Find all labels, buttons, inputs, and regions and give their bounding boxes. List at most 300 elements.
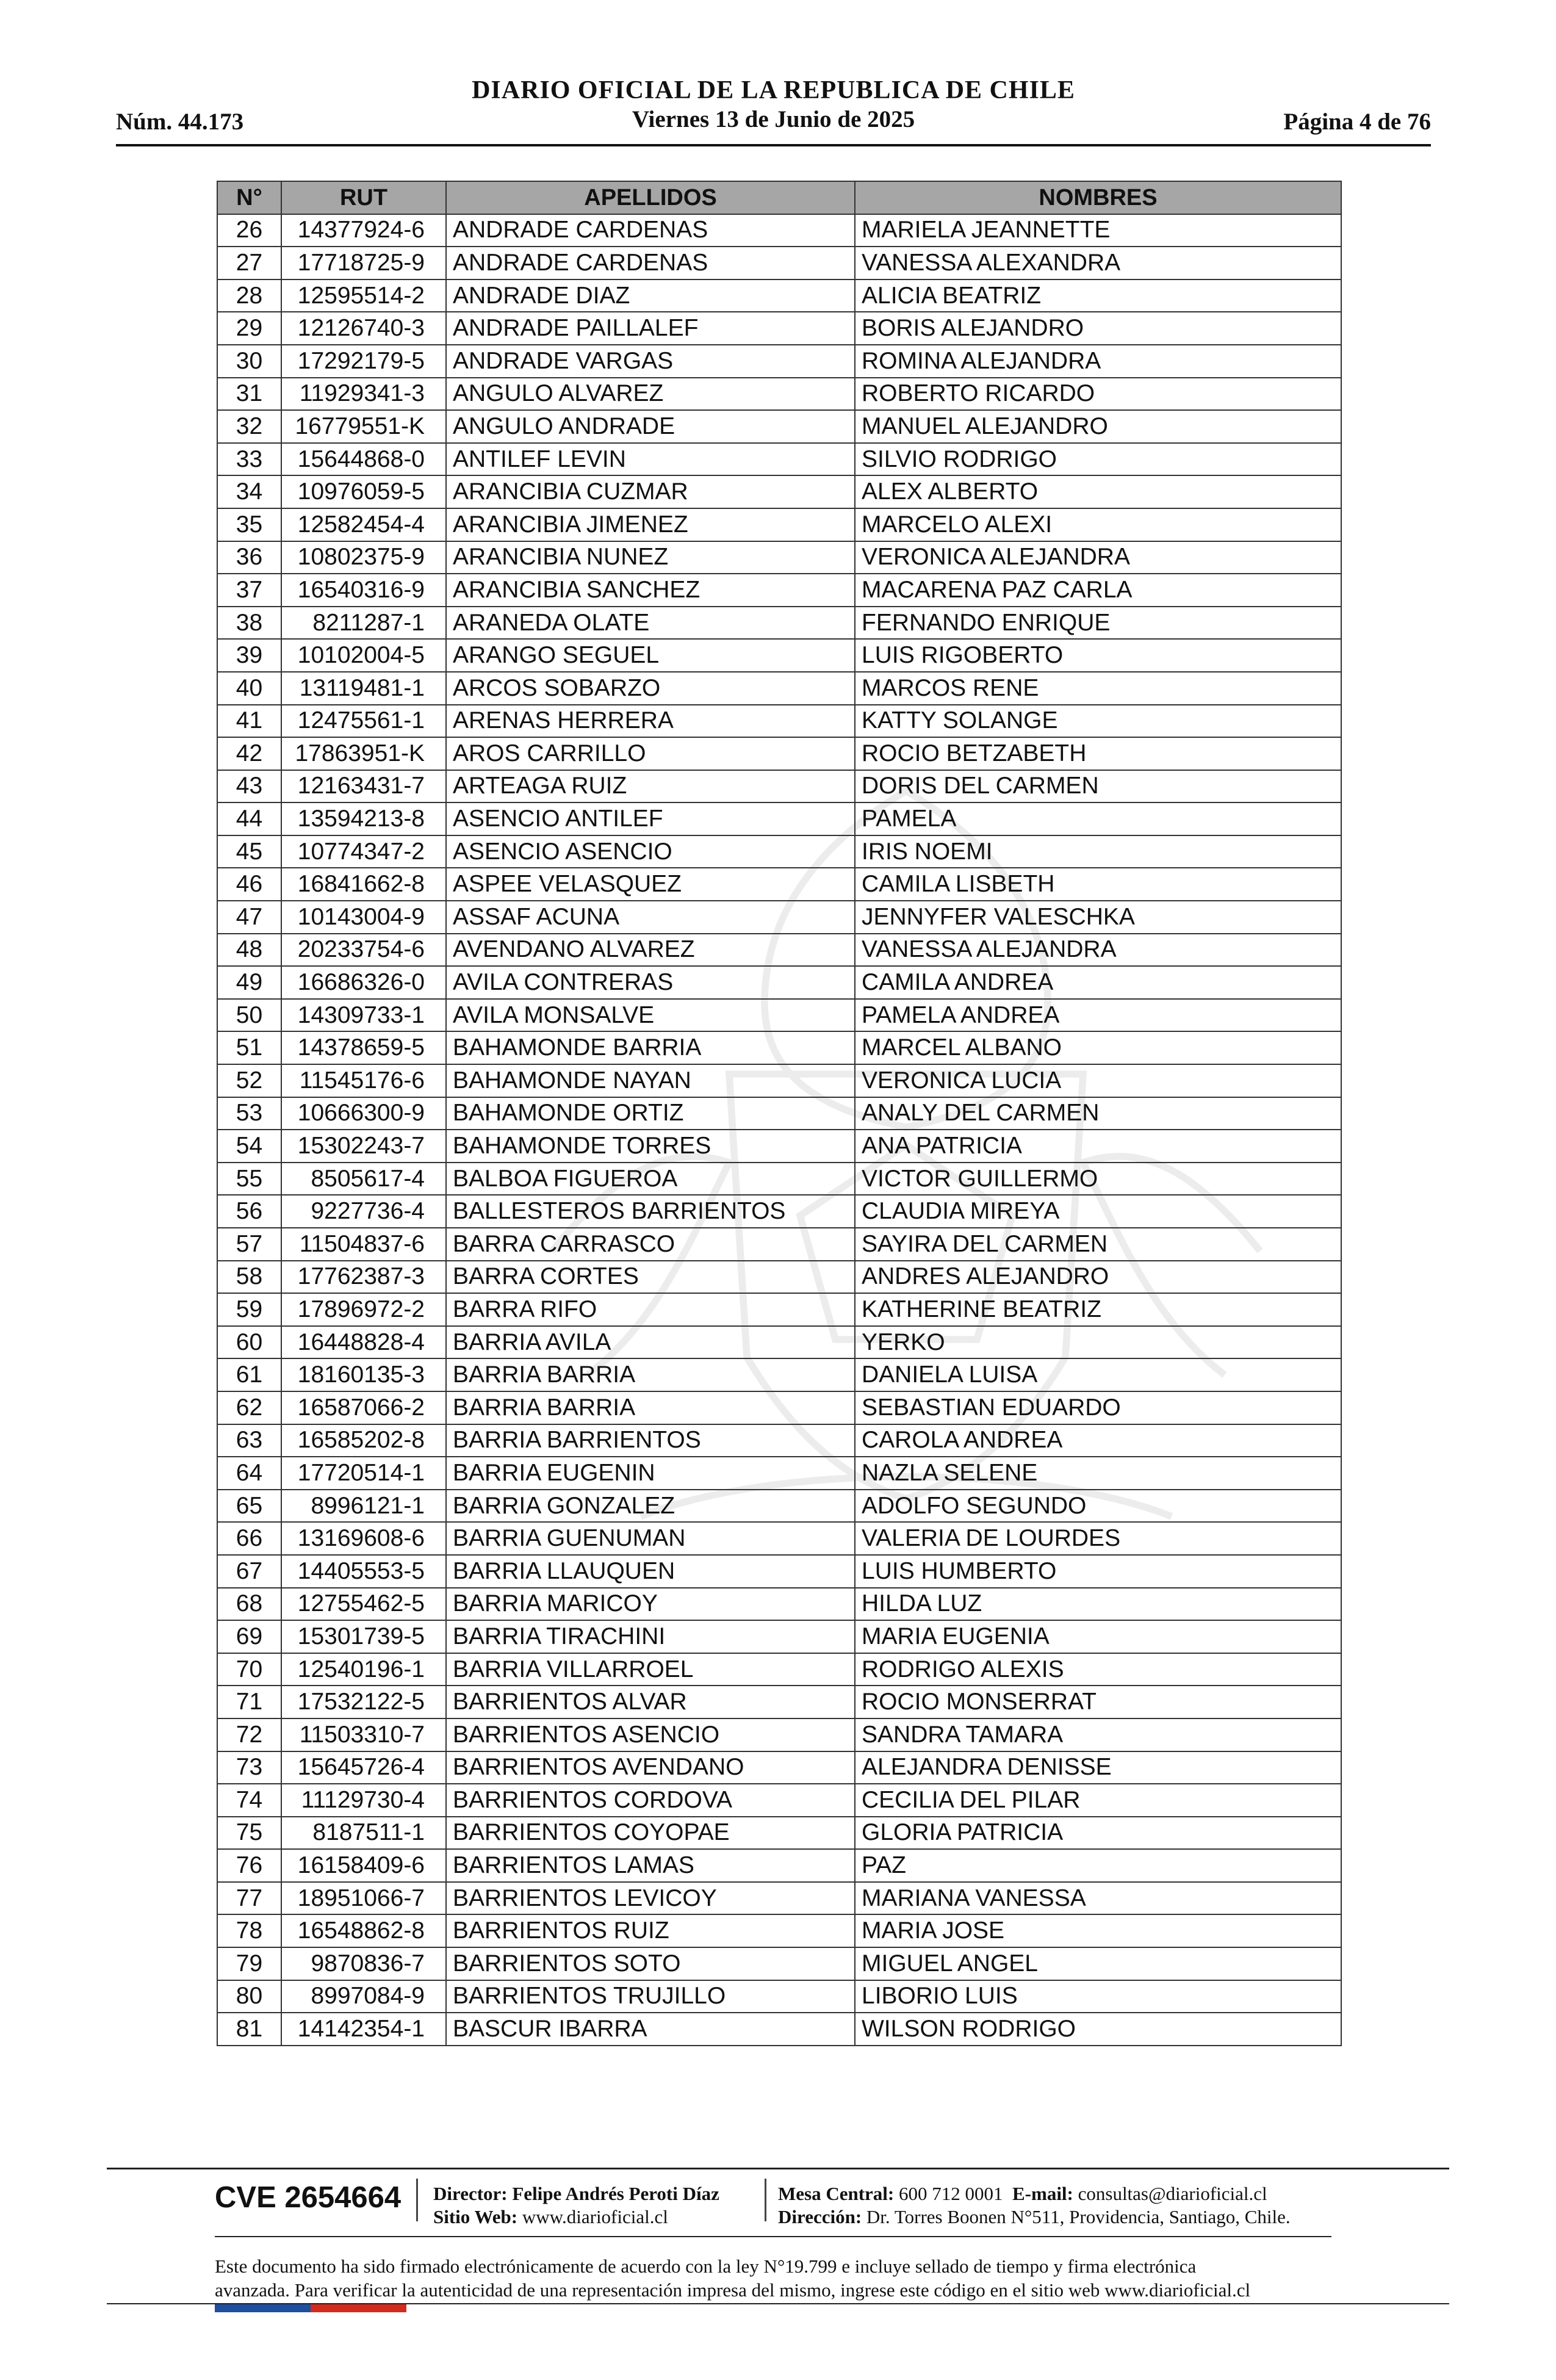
row-number: 67	[217, 1555, 281, 1588]
apellidos-cell: BARRIENTOS TRUJILLO	[446, 1980, 855, 2013]
nombres-cell: VALERIA DE LOURDES	[855, 1522, 1341, 1555]
rut-cell: 15645726-4	[281, 1751, 446, 1784]
row-number: 47	[217, 901, 281, 934]
table-row	[217, 1457, 1341, 1490]
rut-cell: 13119481-1	[281, 672, 446, 705]
apellidos-cell: BAHAMONDE NAYAN	[446, 1064, 855, 1097]
rut-cell: 9870836-7	[281, 1947, 446, 1980]
apellidos-cell: BARRA CORTES	[446, 1261, 855, 1294]
table-row	[217, 1163, 1341, 1195]
row-number: 81	[217, 2013, 281, 2046]
nombres-cell: ALEJANDRA DENISSE	[855, 1751, 1341, 1784]
nombres-cell: VANESSA ALEJANDRA	[855, 934, 1341, 967]
table-row	[217, 1228, 1341, 1261]
row-number: 56	[217, 1195, 281, 1228]
column-header-apellidos: APELLIDOS	[446, 181, 855, 214]
rut-cell: 16686326-0	[281, 966, 446, 999]
table-row	[217, 1490, 1341, 1523]
row-number: 46	[217, 868, 281, 901]
rut-cell: 16585202-8	[281, 1424, 446, 1457]
rut-cell: 10774347-2	[281, 835, 446, 868]
row-number: 48	[217, 934, 281, 967]
row-number: 49	[217, 966, 281, 999]
row-number: 32	[217, 410, 281, 443]
apellidos-cell: BALLESTEROS BARRIENTOS	[446, 1195, 855, 1228]
nombres-cell: MARCEL ALBANO	[855, 1031, 1341, 1064]
apellidos-cell: BARRIA MARICOY	[446, 1588, 855, 1621]
nombres-cell: PAMELA	[855, 802, 1341, 835]
nombres-cell: MARIELA JEANNETTE	[855, 214, 1341, 247]
apellidos-cell: ASSAF ACUNA	[446, 901, 855, 934]
nombres-cell: SAYIRA DEL CARMEN	[855, 1228, 1341, 1261]
table-row	[217, 835, 1341, 868]
nombres-cell: GLORIA PATRICIA	[855, 1817, 1341, 1850]
apellidos-cell: BAHAMONDE BARRIA	[446, 1031, 855, 1064]
row-number: 37	[217, 574, 281, 607]
nombres-cell: SANDRA TAMARA	[855, 1718, 1341, 1751]
rut-cell: 8997084-9	[281, 1980, 446, 2013]
rut-cell: 8505617-4	[281, 1163, 446, 1195]
rut-cell: 8187511-1	[281, 1817, 446, 1850]
apellidos-cell: ANGULO ALVAREZ	[446, 378, 855, 411]
apellidos-cell: BARRIA BARRIENTOS	[446, 1424, 855, 1457]
row-number: 72	[217, 1718, 281, 1751]
rut-cell: 20233754-6	[281, 934, 446, 967]
nombres-cell: MARIA JOSE	[855, 1914, 1341, 1947]
table-row	[217, 508, 1341, 541]
nombres-cell: ANALY DEL CARMEN	[855, 1097, 1341, 1130]
column-header-nombres: NOMBRES	[855, 181, 1341, 214]
nombres-cell: MIGUEL ANGEL	[855, 1947, 1341, 1980]
table-row	[217, 639, 1341, 672]
table-row	[217, 1031, 1341, 1064]
rut-cell: 12163431-7	[281, 770, 446, 803]
table-row	[217, 1358, 1341, 1391]
row-number: 68	[217, 1588, 281, 1621]
nombres-cell: ALICIA BEATRIZ	[855, 279, 1341, 312]
table-row	[217, 1097, 1341, 1130]
row-number: 73	[217, 1751, 281, 1784]
email-label: E-mail:	[1012, 2183, 1073, 2204]
table-row	[217, 1882, 1341, 1915]
nombres-cell: KATHERINE BEATRIZ	[855, 1293, 1341, 1326]
nombres-cell: CECILIA DEL PILAR	[855, 1784, 1341, 1817]
apellidos-cell: ASENCIO ASENCIO	[446, 835, 855, 868]
publication-title: DIARIO OFICIAL DE LA REPUBLICA DE CHILE	[472, 76, 1075, 104]
row-number: 58	[217, 1261, 281, 1294]
rut-cell: 16548862-8	[281, 1914, 446, 1947]
row-number: 64	[217, 1457, 281, 1490]
nombres-cell: PAMELA ANDREA	[855, 999, 1341, 1032]
table-row	[217, 1817, 1341, 1850]
nombres-cell: MARCOS RENE	[855, 672, 1341, 705]
table-row	[217, 1195, 1341, 1228]
apellidos-cell: BARRA RIFO	[446, 1293, 855, 1326]
nombres-cell: ROMINA ALEJANDRA	[855, 345, 1341, 378]
apellidos-cell: BARRIENTOS CORDOVA	[446, 1784, 855, 1817]
rut-cell: 10102004-5	[281, 639, 446, 672]
rut-cell: 17863951-K	[281, 737, 446, 770]
row-number: 33	[217, 443, 281, 476]
table-row	[217, 1293, 1341, 1326]
rut-cell: 8211287-1	[281, 607, 446, 640]
row-number: 36	[217, 541, 281, 574]
row-number: 52	[217, 1064, 281, 1097]
row-number: 78	[217, 1914, 281, 1947]
address-label: Dirección:	[778, 2206, 862, 2227]
table-row	[217, 541, 1341, 574]
table-row	[217, 1849, 1341, 1882]
column-header-rut: RUT	[281, 181, 446, 214]
rut-cell: 17718725-9	[281, 247, 446, 279]
apellidos-cell: ARENAS HERRERA	[446, 705, 855, 738]
row-number: 51	[217, 1031, 281, 1064]
apellidos-cell: BAHAMONDE TORRES	[446, 1130, 855, 1163]
rut-cell: 8996121-1	[281, 1490, 446, 1523]
table-row	[217, 966, 1341, 999]
rut-cell: 16540316-9	[281, 574, 446, 607]
table-row	[217, 1130, 1341, 1163]
apellidos-cell: ANDRADE CARDENAS	[446, 214, 855, 247]
apellidos-cell: ARANCIBIA NUNEZ	[446, 541, 855, 574]
row-number: 26	[217, 214, 281, 247]
nombres-cell: YERKO	[855, 1326, 1341, 1359]
apellidos-cell: ASENCIO ANTILEF	[446, 802, 855, 835]
nombres-cell: ADOLFO SEGUNDO	[855, 1490, 1341, 1523]
row-number: 50	[217, 999, 281, 1032]
apellidos-cell: BARRIA LLAUQUEN	[446, 1555, 855, 1588]
nombres-cell: VERONICA ALEJANDRA	[855, 541, 1341, 574]
table-row	[217, 999, 1341, 1032]
footer-contact-block	[778, 2182, 1291, 2229]
row-number: 30	[217, 345, 281, 378]
nombres-cell: VANESSA ALEXANDRA	[855, 247, 1341, 279]
rut-cell: 11929341-3	[281, 378, 446, 411]
rut-cell: 16587066-2	[281, 1391, 446, 1424]
rut-cell: 12126740-3	[281, 312, 446, 345]
apellidos-cell: ARANCIBIA JIMENEZ	[446, 508, 855, 541]
rut-cell: 10802375-9	[281, 541, 446, 574]
rut-cell: 16448828-4	[281, 1326, 446, 1359]
rut-cell: 12540196-1	[281, 1653, 446, 1686]
apellidos-cell: ANDRADE CARDENAS	[446, 247, 855, 279]
apellidos-cell: BARRIENTOS ALVAR	[446, 1686, 855, 1718]
rut-cell: 10976059-5	[281, 475, 446, 508]
director-name: Felipe Andrés Peroti Díaz	[512, 2183, 719, 2204]
rut-cell: 15301739-5	[281, 1620, 446, 1653]
nombres-cell: CAMILA ANDREA	[855, 966, 1341, 999]
rut-cell: 12475561-1	[281, 705, 446, 738]
apellidos-cell: AROS CARRILLO	[446, 737, 855, 770]
email-address[interactable]: consultas@diarioficial.cl	[1078, 2183, 1267, 2204]
row-number: 35	[217, 508, 281, 541]
rut-cell: 17292179-5	[281, 345, 446, 378]
table-row	[217, 1326, 1341, 1359]
nombres-cell: LIBORIO LUIS	[855, 1980, 1341, 2013]
apellidos-cell: BARRIA GONZALEZ	[446, 1490, 855, 1523]
row-number: 29	[217, 312, 281, 345]
table-row	[217, 1555, 1341, 1588]
nombres-cell: FERNANDO ENRIQUE	[855, 607, 1341, 640]
page-header	[116, 72, 1431, 146]
flag-stripe-red	[311, 2304, 406, 2312]
publication-date: Viernes 13 de Junio de 2025	[632, 106, 915, 132]
apellidos-cell: ANGULO ANDRADE	[446, 410, 855, 443]
rut-cell: 16841662-8	[281, 868, 446, 901]
apellidos-cell: BARRIENTOS COYOPAE	[446, 1817, 855, 1850]
apellidos-cell: AVILA MONSALVE	[446, 999, 855, 1032]
rut-cell: 10666300-9	[281, 1097, 446, 1130]
row-number: 45	[217, 835, 281, 868]
nombres-cell: ROCIO BETZABETH	[855, 737, 1341, 770]
apellidos-cell: BARRIENTOS AVENDANO	[446, 1751, 855, 1784]
row-number: 43	[217, 770, 281, 803]
apellidos-cell: BARRIENTOS ASENCIO	[446, 1718, 855, 1751]
roster-table	[217, 181, 1342, 2046]
apellidos-cell: BARRIA EUGENIN	[446, 1457, 855, 1490]
rut-cell: 17896972-2	[281, 1293, 446, 1326]
rut-cell: 15302243-7	[281, 1130, 446, 1163]
nombres-cell: LUIS HUMBERTO	[855, 1555, 1341, 1588]
table-body	[217, 214, 1341, 2046]
table-row	[217, 1980, 1341, 2013]
legal-line-2: avanzada. Para verificar la autenticidad de una representación impresa del mismo, ingrese este código en el sitio web www.diarioficial.cl	[215, 2279, 1251, 2301]
rut-cell: 14142354-1	[281, 2013, 446, 2046]
footer-separator	[416, 2179, 418, 2221]
row-number: 61	[217, 1358, 281, 1391]
masthead	[116, 76, 1431, 134]
table-row	[217, 1914, 1341, 1947]
apellidos-cell: ARTEAGA RUIZ	[446, 770, 855, 803]
rut-cell: 14378659-5	[281, 1031, 446, 1064]
table-row	[217, 1751, 1341, 1784]
table-row	[217, 1588, 1341, 1621]
rut-cell: 13594213-8	[281, 802, 446, 835]
rut-cell: 16779551-K	[281, 410, 446, 443]
footer-director-block	[433, 2182, 719, 2229]
row-number: 70	[217, 1653, 281, 1686]
row-number: 66	[217, 1522, 281, 1555]
table-row	[217, 345, 1341, 378]
footer-top-rule	[107, 2168, 1449, 2169]
table-row	[217, 312, 1341, 345]
apellidos-cell: BARRIA VILLARROEL	[446, 1653, 855, 1686]
row-number: 57	[217, 1228, 281, 1261]
nombres-cell: CLAUDIA MIREYA	[855, 1195, 1341, 1228]
nombres-cell: MACARENA PAZ CARLA	[855, 574, 1341, 607]
rut-cell: 12582454-4	[281, 508, 446, 541]
nombres-cell: CAMILA LISBETH	[855, 868, 1341, 901]
site-label: Sitio Web:	[433, 2206, 518, 2227]
nombres-cell: KATTY SOLANGE	[855, 705, 1341, 738]
apellidos-cell: ARANCIBIA SANCHEZ	[446, 574, 855, 607]
rut-cell: 15644868-0	[281, 443, 446, 476]
apellidos-cell: ARANEDA OLATE	[446, 607, 855, 640]
row-number: 80	[217, 1980, 281, 2013]
row-number: 41	[217, 705, 281, 738]
apellidos-cell: BARRIA BARRIA	[446, 1358, 855, 1391]
apellidos-cell: BAHAMONDE ORTIZ	[446, 1097, 855, 1130]
nombres-cell: MARCELO ALEXI	[855, 508, 1341, 541]
row-number: 74	[217, 1784, 281, 1817]
apellidos-cell: AVENDANO ALVAREZ	[446, 934, 855, 967]
issue-number: Núm. 44.173	[116, 109, 244, 135]
row-number: 53	[217, 1097, 281, 1130]
footer-separator	[765, 2179, 766, 2221]
row-number: 71	[217, 1686, 281, 1718]
rut-cell: 17720514-1	[281, 1457, 446, 1490]
phone-label: Mesa Central:	[778, 2183, 895, 2204]
apellidos-cell: ARCOS SOBARZO	[446, 672, 855, 705]
table-row	[217, 1784, 1341, 1817]
apellidos-cell: BARRIA TIRACHINI	[446, 1620, 855, 1653]
nombres-cell: ALEX ALBERTO	[855, 475, 1341, 508]
rut-cell: 11503310-7	[281, 1718, 446, 1751]
row-number: 31	[217, 378, 281, 411]
apellidos-cell: ARANGO SEGUEL	[446, 639, 855, 672]
table-row	[217, 607, 1341, 640]
nombres-cell: ROCIO MONSERRAT	[855, 1686, 1341, 1718]
nombres-cell: ROBERTO RICARDO	[855, 378, 1341, 411]
table-row	[217, 1686, 1341, 1718]
apellidos-cell: ASPEE VELASQUEZ	[446, 868, 855, 901]
apellidos-cell: ANDRADE VARGAS	[446, 345, 855, 378]
rut-cell: 11545176-6	[281, 1064, 446, 1097]
table-row	[217, 802, 1341, 835]
nombres-cell: DANIELA LUISA	[855, 1358, 1341, 1391]
flag-stripe-blue	[215, 2304, 311, 2312]
cve-code: CVE 2654664	[215, 2181, 402, 2214]
nombres-cell: VERONICA LUCIA	[855, 1064, 1341, 1097]
nombres-cell: MARIANA VANESSA	[855, 1882, 1341, 1915]
row-number: 28	[217, 279, 281, 312]
rut-cell: 10143004-9	[281, 901, 446, 934]
page-number: Página 4 de 76	[1283, 109, 1431, 135]
apellidos-cell: BARRIA BARRIA	[446, 1391, 855, 1424]
nombres-cell: ANA PATRICIA	[855, 1130, 1341, 1163]
rut-cell: 17532122-5	[281, 1686, 446, 1718]
nombres-cell: SEBASTIAN EDUARDO	[855, 1391, 1341, 1424]
apellidos-cell: BALBOA FIGUEROA	[446, 1163, 855, 1195]
rut-cell: 12595514-2	[281, 279, 446, 312]
table-row	[217, 475, 1341, 508]
row-number: 39	[217, 639, 281, 672]
nombres-cell: RODRIGO ALEXIS	[855, 1653, 1341, 1686]
table-row	[217, 672, 1341, 705]
apellidos-cell: BARRIENTOS RUIZ	[446, 1914, 855, 1947]
row-number: 34	[217, 475, 281, 508]
table-row	[217, 705, 1341, 738]
address-value: Dr. Torres Boonen N°511, Providencia, Santiago, Chile.	[866, 2206, 1291, 2227]
apellidos-cell: BARRIA AVILA	[446, 1326, 855, 1359]
table-row	[217, 1261, 1341, 1294]
nombres-cell: JENNYFER VALESCHKA	[855, 901, 1341, 934]
table-header	[217, 181, 1341, 214]
table-row	[217, 1424, 1341, 1457]
nombres-cell: NAZLA SELENE	[855, 1457, 1341, 1490]
rut-cell: 14405553-5	[281, 1555, 446, 1588]
row-number: 77	[217, 1882, 281, 1915]
apellidos-cell: ANDRADE PAILLALEF	[446, 312, 855, 345]
nombres-cell: DORIS DEL CARMEN	[855, 770, 1341, 803]
row-number: 38	[217, 607, 281, 640]
table-row	[217, 1620, 1341, 1653]
phone-number: 600 712 0001	[899, 2183, 1003, 2204]
rut-cell: 16158409-6	[281, 1849, 446, 1882]
nombres-cell: BORIS ALEJANDRO	[855, 312, 1341, 345]
table-row	[217, 1947, 1341, 1980]
nombres-cell: PAZ	[855, 1849, 1341, 1882]
table-row	[217, 378, 1341, 411]
table-row	[217, 1653, 1341, 1686]
row-number: 65	[217, 1490, 281, 1523]
rut-cell: 18951066-7	[281, 1882, 446, 1915]
legal-notice	[215, 2254, 1362, 2302]
rut-cell: 11504837-6	[281, 1228, 446, 1261]
row-number: 63	[217, 1424, 281, 1457]
table-row	[217, 214, 1341, 247]
apellidos-cell: AVILA CONTRERAS	[446, 966, 855, 999]
table-row	[217, 901, 1341, 934]
table-row	[217, 1718, 1341, 1751]
apellidos-cell: ARANCIBIA CUZMAR	[446, 475, 855, 508]
nombres-cell: WILSON RODRIGO	[855, 2013, 1341, 2046]
nombres-cell: MARIA EUGENIA	[855, 1620, 1341, 1653]
apellidos-cell: ANDRADE DIAZ	[446, 279, 855, 312]
rut-cell: 18160135-3	[281, 1358, 446, 1391]
row-number: 27	[217, 247, 281, 279]
row-number: 40	[217, 672, 281, 705]
row-number: 69	[217, 1620, 281, 1653]
row-number: 54	[217, 1130, 281, 1163]
row-number: 42	[217, 737, 281, 770]
row-number: 55	[217, 1163, 281, 1195]
row-number: 62	[217, 1391, 281, 1424]
nombres-cell: VICTOR GUILLERMO	[855, 1163, 1341, 1195]
apellidos-cell: BARRIENTOS LAMAS	[446, 1849, 855, 1882]
nombres-cell: SILVIO RODRIGO	[855, 443, 1341, 476]
rut-cell: 17762387-3	[281, 1261, 446, 1294]
table-row	[217, 868, 1341, 901]
table-row	[217, 410, 1341, 443]
table-row	[217, 279, 1341, 312]
header-row	[217, 181, 1341, 214]
table-row	[217, 934, 1341, 967]
apellidos-cell: BARRA CARRASCO	[446, 1228, 855, 1261]
column-header-number: N°	[217, 181, 281, 214]
nombres-cell: CAROLA ANDREA	[855, 1424, 1341, 1457]
row-number: 59	[217, 1293, 281, 1326]
nombres-cell: IRIS NOEMI	[855, 835, 1341, 868]
table-row	[217, 1522, 1341, 1555]
legal-line-1: Este documento ha sido firmado electrónicamente de acuerdo con la ley N°19.799 e incluye sellado de tiempo y firma electrónica	[215, 2256, 1197, 2277]
rut-cell: 14377924-6	[281, 214, 446, 247]
apellidos-cell: ANTILEF LEVIN	[446, 443, 855, 476]
row-number: 76	[217, 1849, 281, 1882]
nombres-cell: HILDA LUZ	[855, 1588, 1341, 1621]
table-row	[217, 247, 1341, 279]
table-row	[217, 443, 1341, 476]
rut-cell: 14309733-1	[281, 999, 446, 1032]
row-number: 60	[217, 1326, 281, 1359]
rut-cell: 13169608-6	[281, 1522, 446, 1555]
site-url[interactable]: www.diarioficial.cl	[522, 2206, 668, 2227]
rut-cell: 12755462-5	[281, 1588, 446, 1621]
table-row	[217, 1064, 1341, 1097]
table-row	[217, 574, 1341, 607]
apellidos-cell: BARRIENTOS LEVICOY	[446, 1882, 855, 1915]
apellidos-cell: BARRIENTOS SOTO	[446, 1947, 855, 1980]
